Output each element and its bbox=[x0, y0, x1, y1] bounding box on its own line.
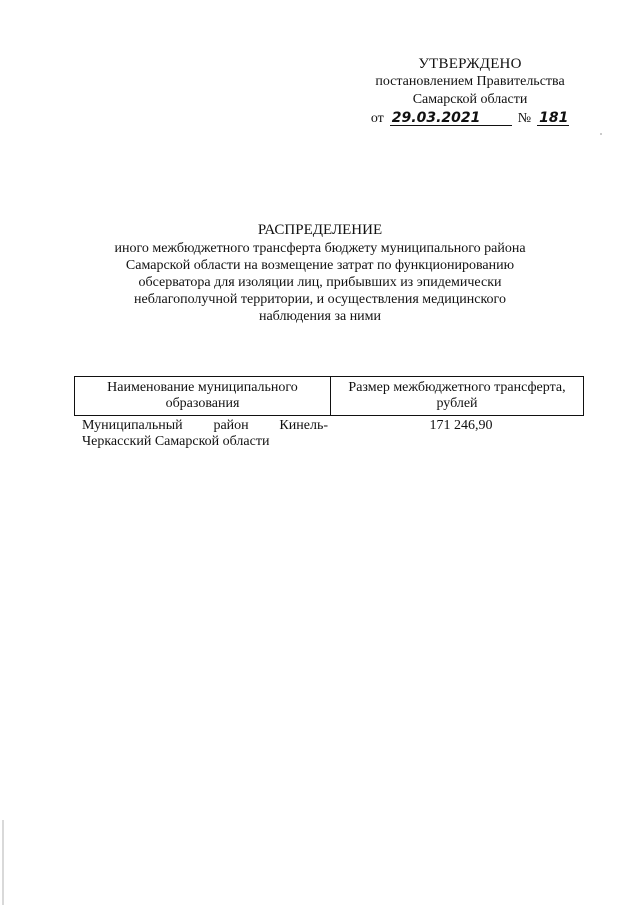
scan-edge-artifact bbox=[2, 820, 4, 905]
distribution-subtitle-line: наблюдения за ними bbox=[258, 309, 382, 324]
approval-line-2: Самарской области bbox=[412, 92, 528, 107]
approval-title: УТВЕРЖДЕНО bbox=[418, 56, 522, 72]
scan-speck bbox=[600, 133, 602, 135]
table-cell-amount: 171 246,90 bbox=[429, 418, 493, 433]
distribution-subtitle-line: неблагополучной территории, и осуществления медицинского bbox=[134, 292, 506, 307]
handwritten-date: 29.03.2021 bbox=[390, 111, 512, 126]
table-header-municipality: Наименование муниципального образования bbox=[75, 377, 331, 415]
table-header-amount: Размер межбюджетного трансферта, рублей bbox=[348, 380, 566, 411]
handwritten-number: 181 bbox=[539, 110, 569, 126]
approval-stamp-block bbox=[360, 55, 580, 128]
distribution-subtitle-line: Самарской области на возмещение затрат по функционированию bbox=[125, 258, 515, 273]
date-prefix: от bbox=[370, 111, 384, 126]
approval-date-number-row bbox=[360, 110, 580, 128]
distribution-title: РАСПРЕДЕЛЕНИЕ bbox=[257, 222, 383, 238]
table-cell-municipality: Муниципальный район Кинель-Черкасский Самарской области bbox=[82, 418, 328, 449]
distribution-subtitle-line: иного межбюджетного трансферта бюджету муниципального района bbox=[114, 241, 526, 256]
approval-line-1: постановлением Правительства bbox=[375, 74, 565, 89]
distribution-table bbox=[74, 376, 584, 450]
distribution-heading bbox=[70, 222, 570, 325]
table-row bbox=[74, 418, 584, 450]
distribution-subtitle-line: обсерватора для изоляции лиц, прибывших из эпидемически bbox=[138, 275, 502, 290]
table-header-row bbox=[74, 376, 584, 416]
number-prefix: № bbox=[517, 111, 532, 126]
